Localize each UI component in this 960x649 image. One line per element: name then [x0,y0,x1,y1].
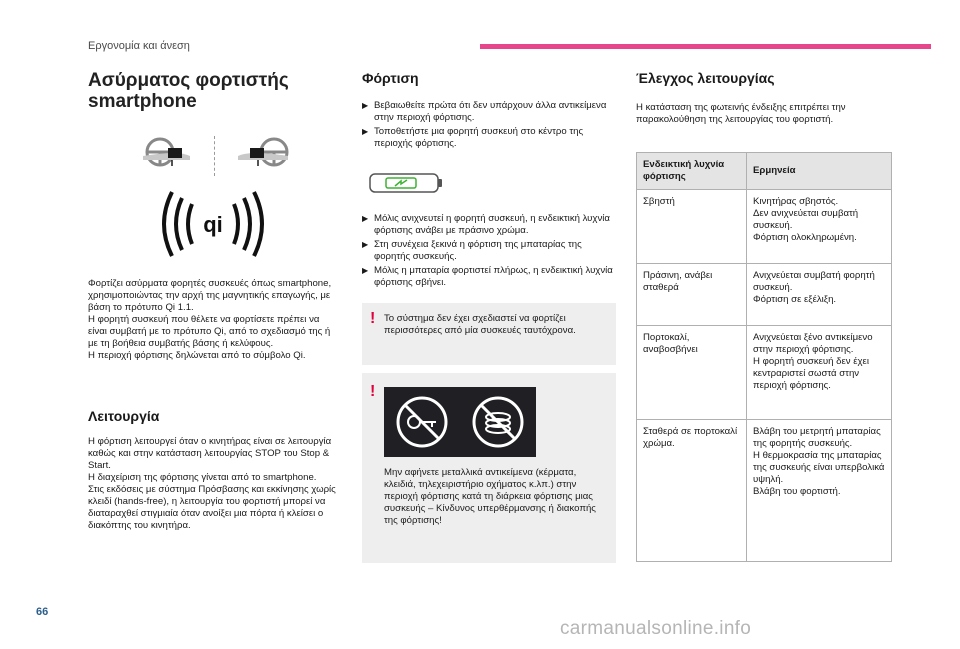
note-text: Το σύστημα δεν έχει σχεδιαστεί να φορτίζει περισσότερες από μία συσκευές ταυτόχρονα. [384,313,576,336]
list-item: ▶︎ Βεβαιωθείτε πρώτα ότι δεν υπάρχουν άλλα αντικείμενα στην περιοχή φόρτισης. [362,100,607,123]
note-single-device [362,303,616,365]
indicator-meaning: Ανιχνεύεται ξένο αντικείμενο στην περιοχή φόρτισης. Η φορητή συσκευή δεν έχει κεντραριστεί σωστά στην περιοχή φόρτισης. [747,326,892,420]
arrow-bullet-icon: ▶︎ [362,101,369,110]
intro-paragraph: Φορτίζει ασύρματα φορητές συσκευές όπως smartphone, χρησιμοποιώντας την αρχή της μαγνητικής επαγωγής, με βάση το πρότυπο Qi 1.1. [88,278,332,313]
list-item: ▶︎ Τοποθετήστε μια φορητή συσκευή στο κέντρο της περιοχής φόρτισης. [362,126,584,149]
indicator-state: Σβηστή [637,190,747,264]
qi-symbol-text: qi [203,212,223,237]
charger-illustration [88,128,338,268]
charging-status-list [362,213,616,289]
list-item: ▶︎ Στη συνέχεια ξεκινά η φόρτιση της μπαταρίας της φορητής συσκευής. [362,239,582,262]
charging-steps-list [362,100,616,150]
battery-charging-icon [368,172,448,194]
indicator-meaning: Ανιχνεύεται συμβατή φορητή συσκευή. Φόρτιση σε εξέλιξη. [747,264,892,326]
intro-paragraph: Η φορητή συσκευή που θέλετε να φορτίσετε πρέπει να είναι συμβατή με το πρότυπο Qi, από το σχεδιασμό της ή με τη βοήθεια συμβατής βάσης ή κελύφους. [88,314,331,349]
table-row [637,420,892,562]
indicator-meaning: Βλάβη του μετρητή μπαταρίας της φορητής συσκευής. Η θερμοκρασία της μπαταρίας της συσκευής είναι υπερβολικά υψηλή. Βλάβη του φορτιστή. [747,420,892,562]
column-wireless-charger [88,70,338,532]
operation-check-description: Η κατάσταση της φωτεινής ένδειξης επιτρέπει την παρακολούθηση της λειτουργίας του φορτιστή. [636,102,846,125]
indicator-meaning: Κινητήρας σβηστός. Δεν ανιχνεύεται συμβατή συσκευή. Φόρτιση ολοκληρωμένη. [747,190,892,264]
page-number: 66 [36,606,49,618]
operation-text [88,436,338,532]
section-accent-bar [480,44,931,49]
column-header-indicator: Ενδεικτική λυχνία φόρτισης [637,153,747,190]
no-keys-icon [384,387,460,457]
qi-wireless-icon [88,190,338,260]
arrow-bullet-icon: ▶︎ [362,214,369,223]
title-line-1: Ασύρματος φορτιστής [88,70,289,91]
column-header-meaning: Ερμηνεία [747,153,892,190]
indicator-status-table [636,152,892,562]
warning-metal-objects [362,373,616,563]
arrow-bullet-icon: ▶︎ [362,266,369,275]
warning-text: Μην αφήνετε μεταλλικά αντικείμενα (κέρματα, κλειδιά, τηλεχειριστήριο οχήματος κ.λπ.) στην περιοχή φόρτισης κατά τη διάρκεια φόρτισης μιας συσκευής – Κίνδυνος υπερθέρμανσης ή διακοπής της φόρτισης! [384,467,596,526]
arrow-bullet-icon: ▶︎ [362,127,369,136]
indicator-state: Πορτοκαλί, αναβοσβήνει [637,326,747,420]
running-header: Εργονομία και άνεση [88,40,190,52]
warning-icon: ! [370,383,376,400]
watermark: carmanualsonline.info [560,618,752,639]
intro-text [88,278,338,362]
indicator-state: Πράσινη, ανάβει σταθερά [637,264,747,326]
column-charging [362,70,616,563]
charging-indicator-illustration [368,172,616,199]
list-item: ▶︎ Μόλις η μπαταρία φορτιστεί πλήρως, η ενδεικτική λυχνία φόρτισης σβήνει. [362,265,613,288]
operation-paragraph: Η διαχείριση της φόρτισης γίνεται από το smartphone. [88,472,317,483]
warning-icon: ! [370,310,376,327]
operation-paragraph: Η φόρτιση λειτουργεί όταν ο κινητήρας είναι σε λειτουργία καθώς και στην κατάσταση λειτουργίας STOP του Stop & Start. [88,436,332,471]
table-header-row [637,153,892,190]
charging-heading: Φόρτιση [362,70,419,86]
intro-paragraph: Η περιοχή φόρτισης δηλώνεται από το σύμβολο Qi. [88,350,306,361]
no-coins-icon [460,387,536,457]
page-title [88,70,338,112]
table-row [637,264,892,326]
table-row [637,190,892,264]
dashboard-location-icon [88,128,338,188]
indicator-state: Σταθερά σε πορτοκαλί χρώμα. [637,420,747,562]
operation-heading: Λειτουργία [88,408,160,424]
title-line-2: smartphone [88,91,197,112]
column-operation-check [636,70,892,562]
illustration-divider [214,136,215,176]
list-item: ▶︎ Μόλις ανιχνευτεί η φορητή συσκευή, η ενδεικτική λυχνία φόρτισης ανάβει με πράσινο χρώμα. [362,213,610,236]
table-row [637,326,892,420]
no-metal-objects-pictogram [384,387,536,457]
operation-check-heading: Έλεγχος λειτουργίας [636,70,775,86]
arrow-bullet-icon: ▶︎ [362,240,369,249]
operation-paragraph: Στις εκδόσεις με σύστημα Πρόσβασης και εκκίνησης χωρίς κλειδί (hands-free), η λειτουργία του φορτιστή μπορεί να διαταραχθεί στιγμιαία όταν ανοίξει μια πόρτα ή κλείσει ο διακόπτης του κινητήρα. [88,484,336,531]
